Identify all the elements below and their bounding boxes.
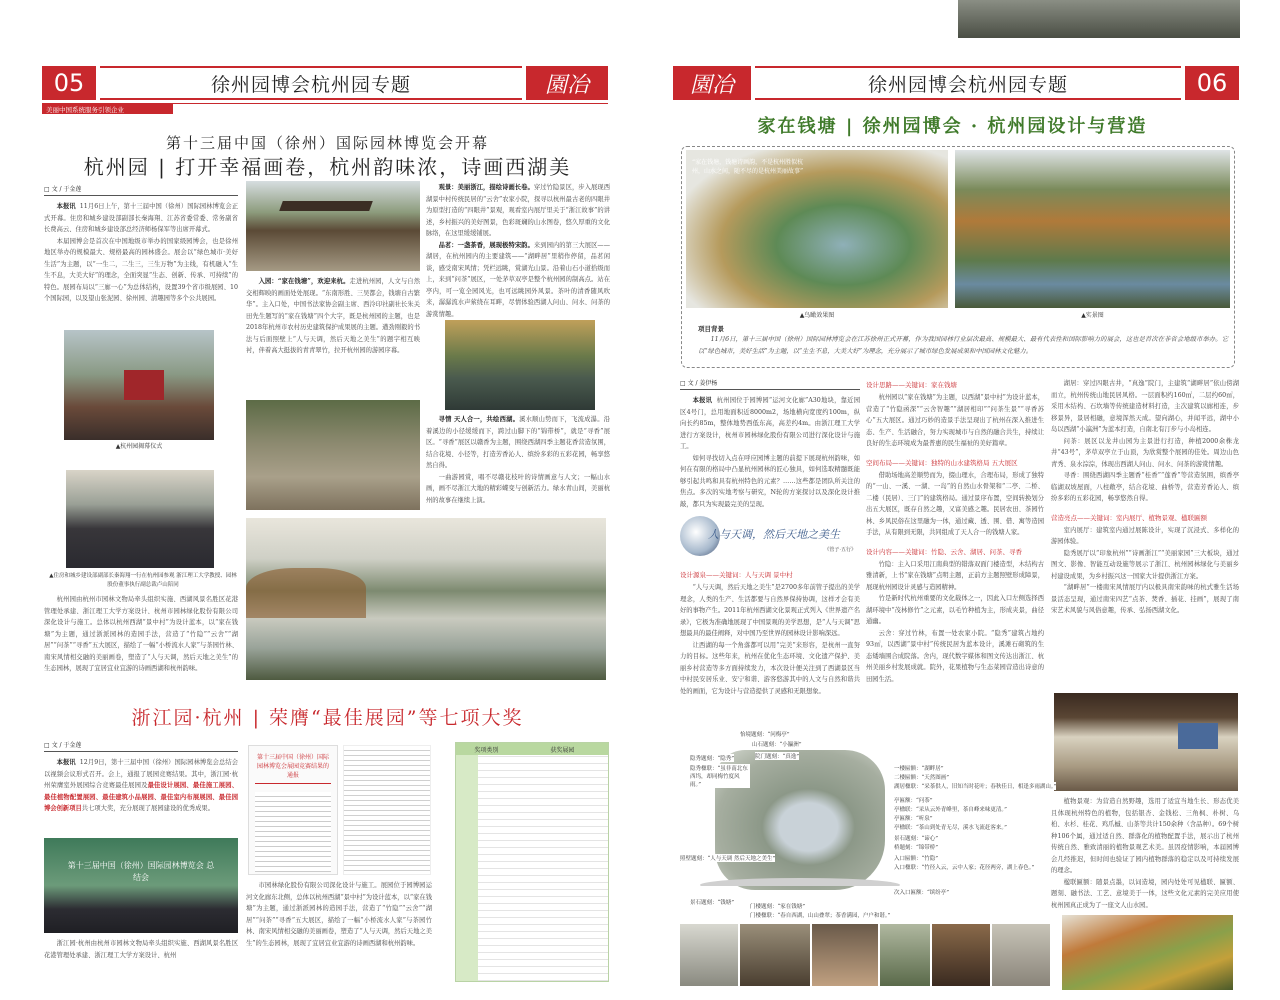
map-label: 湖居楹联：“采茶供人，旧知当时花叶；春秋佳日，相逢多雨湖山。” — [894, 784, 1057, 790]
paragraph: 问茶：展区以龙井山园为主景进行打造，种植2000余株龙井“43号”，茅草双亭立于山顶，为欣赏整个展园的佳处。周边山色青秀、泉水淙淙，体现出西湖人问山、问水、问茶的游赏情趣。 — [1051, 437, 1239, 468]
photo-overlay-text: “家在钱塘，钱塘诗画韵，不是杭州胜似杭州，山水之间，随不尽的是杭州美丽故事” — [692, 159, 804, 175]
map-label: 入口楹联：“竹径入云，云中人家；花径两旁，湖上春色。” — [894, 865, 1035, 871]
map-label: 二楼匾额：“天然图画” — [894, 775, 950, 781]
article-column-a — [680, 378, 860, 697]
headline-top: 第十三届中国（徐州）国际园林博览会开幕 — [165, 134, 489, 152]
map-label: 次入口匾额：“缤纷亭” — [894, 890, 950, 896]
photo-aerial-render — [686, 150, 948, 308]
photo-strip-4 — [880, 924, 930, 986]
photo-visit — [66, 470, 214, 568]
photo-summary-meeting — [44, 838, 238, 933]
page-number: 05 — [42, 66, 96, 100]
award-document-page1 — [248, 745, 338, 875]
photo-top-strip — [958, 0, 1240, 38]
quote-text: 人与天调，然后天地之美生 — [708, 528, 840, 541]
table-header: 获奖展园 — [550, 746, 575, 754]
awards-article — [44, 740, 238, 815]
section-heading: 营造亮点——关键词：室内展厅、植物景观、楹联匾额 — [1051, 513, 1207, 522]
paragraph: 如何寻找切入点在呼应园博主题的前提下展现杭州韵味，如何在有限的格局中凸显杭州园林的匠心独具，如何选取精髓既能够引起共鸣和具有杭州特色的元素？……这些都是团队所关注的焦点。多次的实地考察与研究，N轮的方案探讨以及深化设计推敲，都只为实现最完美的呈现。 — [680, 454, 860, 508]
logo-yuanye: 園冶 — [673, 66, 751, 100]
map-label: 景石题刻：“钱塘” — [690, 900, 735, 906]
paragraph: 楹联匾额：随景点墨，以词造境，园内处处可见楹联、匾额、题刻、融书法、工艺、意境美于一体，这些文化元素的完美应用使杭州园真正成为了一座文人山水园。 — [1051, 878, 1239, 909]
paragraph: 入园：“家在钱塘”，欢迎来杭。走进杭州园，人文与自然交相辉映的画面处处展现。“东南形胜、三吴都会，钱塘自古繁华”。主入口处，中国书法家协会副主席、西泠印社副社长朱关田先生题写的“家在钱塘”四个大字，既是杭州园的主题，也是2018年杭州市农村历史建筑保护成果展的主题。遒劲刚毅的书法与后面照壁上“人与天调，然后天地之美生”的题字相互映衬，伴着高大挺拔的青青翠竹，拉开杭州园的游园序幕。 — [246, 278, 421, 354]
paragraph: 杭州园由杭州市园林文物局牵头组织实施、西湖风景名胜区花港管理处承建、浙江理工大学方案设计、杭州市园林绿化股份有限公司深化设计与施工。总体以杭州西湖“景中村”为设计蓝本，以“家在钱塘”为主题，通过浙派园林的造园手法，营造了“竹隐”“云舍”“湖居”“问茶”“寻香”五大展区，描绘了一幅“小桥流水人家”与茶园竹林、南宋风情相交融的美丽画卷，塑造了“人与天调，然后天地之美生”的生态园林，展现了宜居宜业宜游的诗画西湖和杭州韵味。 — [44, 596, 238, 672]
photo-unveiling — [64, 330, 214, 440]
article-column-c — [1051, 378, 1239, 690]
paragraph: 浙江园·杭州由杭州市园林文物局牵头组织实施、西湖风景名胜区花港管理处承建、浙江理工大学方案设计、杭州 — [44, 940, 238, 959]
paragraph: 寻香：围绕西湖四季主题香“桂香”“莲香”等营造氛围，缤香亭临湖双坡屋面，八柱敞亭，结合花境、曲桥等，营造芳香沁人、缤纷多彩的五彩花园，畅享悠然自得。 — [1051, 472, 1239, 502]
map-label: 亭楹联：“茶山到处青无尽，溪水飞流赶客来。” — [894, 825, 1007, 831]
article-column-1-bottom — [44, 594, 238, 675]
article-column-b — [866, 378, 1044, 685]
paragraph: 借助场地高差顺势而为，掇山理水，合理布局，形成了独特的“一山、一溪、一湖、一岛”的自然山水骨架和“二亭、二桥、二楼（民居）、三门”的建筑格局。通过景序布置，空间转换划分出五大展区，既存自然之趣，又富美感之趣。民居农田、茶园竹林、乡风民俗在这里融为一体，通过藏、透、围、借、寓等造园手法，从有限到无限，共同组成了天人合一的钱塘人家。 — [866, 471, 1044, 536]
paragraph: 本届园博会是首次在中国地级市举办的国家级园博会，也是徐州地区举办的规模最大、规格最高的园林盛会。展会以“绿色城市·美好生活”为主题，以“一生二，二生三，三生万物”为主线，有机融入“生生不息，大美大好”的理念，全面突显“生态、创新、传承、可持续”的特色。展园布局以“三廊一心”为总体结构，设置39个省市级展园、10个国际园，以及望山张泥园、徐州园、清趣园等多个公共展园。 — [44, 237, 238, 302]
article-column-2 — [246, 276, 420, 357]
map-label: 亭匾额：“问茶” — [894, 798, 933, 804]
site-plan-map — [680, 728, 1057, 920]
section-heading: 设计内容——关键词：竹隐、云舍、湖居、问茶、寻香 — [866, 547, 1022, 556]
paragraph: 植物景观：为营造自然野趣，选用了适宜当地生长、形态优美且体现杭州特色的植物，包括银杏、金钱松、三角枫、朴树、乌桕、水杉、桂花、鸡爪槭、山茶等共计150余种（含品种）。69个树种106个属，通过适自然、群落化的植物配置手法，展示出了杭州传统自然、雅致清丽的植物景观艺术美。虽因疫情影响，本届园博会几经推迟，但时间也验证了园内植物群落的稳定以及可持续发展的理念。 — [1051, 798, 1239, 874]
byline: □ 文 / 姜伊杨 — [680, 378, 860, 390]
photo-strip-3 — [812, 924, 878, 986]
caption-aerial: ▲鸟瞰效果图 — [799, 312, 835, 319]
page-number: 06 — [1185, 66, 1239, 100]
map-label: 门楼楹联：“春自西湖，山山叠翠；茶香满园，户户和谐。” — [750, 913, 891, 919]
paragraph: 寻情 天人合一，共绘西湖。溪水顺山势而下，飞流成瀑。沿着溪边的小径缓缓而下，跨过山脚下的“锦带桥”，就是“寻香”展区。“寻香”展区以赣香为主题，围绕西湖四季主题花香营造氛围，结合花境、小径等，打造芳香沁人、缤纷多彩的五彩花园，畅享悠然自得。 — [426, 416, 610, 469]
map-label: 景石题刻：“谛心” — [894, 836, 939, 842]
map-label: 入口匾额：“竹隐” — [894, 856, 939, 862]
paragraph: 隐秀展厅以“印象杭州”“诗画浙江”“美丽家园”三大板块，通过图文、影像、智能互动设施等展示了浙江、杭州园林绿化与美丽乡村建设成果，为乡村振兴这一国家大计提供浙江方案。 — [1051, 549, 1239, 580]
quote-source: 《管子·五行》 — [824, 547, 856, 553]
paragraph: 一曲游园赏，唱不尽赣花枝叶的诗情画意与人文；一幅山水画，画不尽浙江大地的精彩蝶变与创新活力。绿水青山间，美丽杭州的故事在继续上演。 — [426, 473, 610, 504]
project-background-title: 项目背景 — [698, 325, 724, 333]
paragraph: 本报讯 杭州园位于园博园“运河文化廊”A30地块，靠近园区4号门，总用地面积近8000m2，场地横向宽度约100m，纵向长约85m，整体地势西低东高，高差约4m。由浙江理工大学进行方案设计，杭州市园林绿化股份有限公司进行深化设计与施工。 — [680, 397, 860, 450]
photo-lakeside — [445, 320, 595, 410]
caption: ▲住房和城乡建设部副部长秦海翔一行在杭州园参观 浙江理工大学教授、园林股份董事执行副总裁卢山陪同 — [49, 573, 237, 588]
banner-text: 第十三届中国（徐州）国际园林博览会 总结会 — [67, 861, 215, 882]
photo-real-scene — [955, 150, 1230, 308]
map-label: 山石题刻：“小瀛洲” — [752, 742, 802, 748]
paragraph: 品茗：一盏茶香，展现极特宋韵。来到园内的第三大展区——湖居，在杭州园内的主要建筑——“湖畔居”里稍作停留，品茗闲谈，感受南宋风情；凭栏远眺，赏湖光山景。沿着山石小道拾级而上，来到“问茶”展区，一处茅草双亭是整个杭州园的制高点。站在亭内，可一览全园风光，也可远眺园外风景。茶叶的清香随风吹来，潺潺流水声萦绕在耳畔，尽情体验西湖人问山、问水、问茶的游赏情趣。 — [426, 241, 611, 318]
photo-interior-hall — [1054, 693, 1238, 791]
quote-graphic — [680, 516, 860, 562]
photo-strip-5 — [932, 924, 990, 986]
award-table — [455, 742, 609, 982]
map-label: 隐秀题刻：“隐秀” — [690, 756, 735, 762]
paragraph: “湖畔居”一楼南宋风情展厅内以极具南宋韵味的杭式雅生活场景活态呈现，通过南宋四艺“点茶、焚香、插花、挂画”，展现了南宋艺术风貌与风俗意趣，传承、弘扬西湖文化。 — [1051, 584, 1239, 614]
paragraph: 市园林绿化股份有限公司深化设计与施工。展园位于园博园运河文化廊东北侧，总体以杭州西湖“景中村”为设计蓝本，以“家在钱塘”为主题，通过浙派园林的造园手法，营造了“竹隐”“云舍”“湖居”“问茶”“寻香”五大展区，描绘了一幅“小桥流水人家”与茶园竹林、南宋风情相交融的美丽画卷，塑造了“人与天调，然后天地之美生”的生态园林，展现了宜居宜业宜游的诗画西湖和杭州韵味。 — [246, 882, 432, 947]
article-column-1 — [44, 184, 238, 305]
paragraph: 让西湖的每一个角落都可以用“完美”来形容，是杭州一直努力的目标。这些年来，杭州在优化生态环境、文化遗产保护、美丽乡村营造等多方面持续发力，本次设计便关注到了西湖景区当中村民安居乐业、安宁和谐、游客悠游其中的人文与自然和谐共处的画面，它为设计与营造提供了灵感和无限想象。 — [680, 641, 860, 695]
table-header: 奖项类别 — [474, 746, 499, 754]
paragraph: 云舍：穿过竹林，布置一处农家小院。“隐秀”建筑占地约93㎡，以西湖“景中村”传统民居为蓝本设计，溪滩石砌筑的生态矮墙围合成院落。舍内，现代数字媒体和图文传达出浙江、杭州美丽乡村发展成就。院外，花果植物与生态菜园营造出诗意的田园生活。 — [866, 629, 1044, 683]
paragraph: 竹隐：主入口采用江南典型的错落双面门楼造型，木结构古雅清新，上书“家在钱塘”点明主题，正前方主题照壁形成障景，展现杭州园设计灵感与造园精神。 — [866, 560, 1044, 591]
logo-yuanye: 園冶 — [526, 66, 608, 100]
paragraph: 杭州园以“家在钱塘”为主题，以西湖“景中村”为设计蓝本，营造了“竹隐函深”“云舍智趣”“湖居相印”“问茶生景”“寻香苏心”五大展区。通过巧妙的造景手法呈现出了杭州在深入推进生态、生产、生活融合，努力实现城市与自然的融合共生，持续让良好的生态环境成为最普惠的民生福祉的美好篇章。 — [866, 394, 1044, 447]
photo-strip-2 — [740, 924, 810, 986]
headline-main: 杭州园 | 打开幸福画卷，杭州韵味浓，诗画西湖美 — [83, 155, 572, 179]
map-label: 照壁题刻：“人与天调 然后天地之美生” — [680, 856, 776, 862]
paragraph: 观景：美丽浙江，描绘诗画长卷。穿过竹隐景区，步入展现西湖景中村传统民居的“云舍”农家小院，探寻以杭州最古老的四眼井为原型打造的“四眼井”景观，观看室内展厅里关于“浙江故事”的讲述，乡村振兴的美好图景，色彩斑斓的山水图卷，悠久厚重的文化脉络，在这里缓缓铺展。 — [426, 184, 611, 237]
award-document-text — [246, 880, 432, 949]
section-heading: 空间布局——关键词：独特的山水建筑格局 五大展区 — [866, 458, 1018, 467]
section-title: 徐州园博会杭州园专题 — [755, 66, 1181, 100]
photo-stone-wall — [246, 400, 420, 510]
paragraph: 本报讯 12月9日，第十三届中国（徐州）国际园林博览会总结会以视频会议形式召开。会上，通报了展园竞赛结果。其中，浙江园·杭州荣膺室外展园综合竞赛最佳展园及最佳设计展园、最佳施工展园、最佳植物配置展园、最佳建筑小品展园、最佳室内布展展园、最佳园博会创新项目共七项大奖，充分展现了展园建设的优秀成果。 — [44, 759, 239, 812]
tagline: 美丽中国系统服务引领企业 — [42, 104, 173, 114]
paragraph: 湖居：穿过四眼古井，“真逸”院门，主建筑“湖畔居”依山傍湖而立，杭州传统山地民居风格。一层面积约160㎡，二层约60㎡，采用木结构、石坎墙等传统建造材料打造，主次建筑以廊相连，步移景异，景居相融，意境浑然天成。望向湖心，并闻平远，湖中小岛以西湖“小瀛洲”为蓝本打造，自南北有汀步与小岛相连。 — [1051, 380, 1239, 433]
map-label: 怡境题刻：“问梅亭” — [740, 732, 790, 738]
awards-article-bottom — [44, 938, 238, 961]
section-heading: 设计思路——关键词：家在钱塘 — [866, 381, 957, 389]
map-label: 门楼题刻：“家在钱塘” — [750, 904, 806, 910]
article-column-c-bottom — [1051, 796, 1239, 990]
document-title: 第十三届中国（徐州）国际园林博览会展园竞赛结果的通报 — [255, 752, 331, 784]
map-label: 亭匾额：“听泉” — [894, 816, 933, 822]
paragraph: 室内展厅：建筑室内通过展陈设计，实现了沉浸式、多样化的游园体验。 — [1051, 526, 1239, 545]
map-label: 一楼匾额：“湖畔居” — [894, 766, 944, 772]
photo-autumn-trees — [1062, 915, 1233, 990]
headline-design: 家在钱塘 | 徐州园博会 · 杭州园设计与营造 — [757, 116, 1148, 137]
caption: ▲杭州园揭幕仪式 — [115, 443, 163, 450]
caption-real: ▲实景图 — [1081, 312, 1104, 319]
paragraph: 竹是新时代杭州重要的文化载体之一，因此入口左侧选择西湖环境中“茂林修竹”之元素，以毛竹种植为主，形成夹景，曲径通幽。 — [866, 595, 1044, 625]
photo-misty-lake — [246, 518, 606, 680]
map-label: 亭楹联：“采从云外青峰里，茶自峰来味更清。” — [894, 807, 1007, 813]
photo-pavilion — [246, 181, 420, 271]
headline-awards: 浙江园·杭州 | 荣膺“最佳展园”等七项大奖 — [131, 707, 524, 729]
award-document-page2 — [343, 745, 431, 875]
photo-strip-6 — [992, 924, 1050, 986]
byline: □ 文 / 于金莲 — [44, 184, 238, 196]
byline: □ 文 / 于金莲 — [44, 740, 238, 752]
project-background-text: 11月6日，第十三届中国（徐州）国际园林博览会在江苏徐州正式开幕，作为我国园林行业层次最高、规模最大、最有代表性和国际影响力的展会，这也是首次在非省会地级市举办。它以“绿色城市，美好生活”为主题，以“生生不息，大美大好”为理念，充分展示了城市绿色发展成果和中国园林文化魅力。 — [698, 336, 1228, 355]
paragraph: 本报讯 11月6日上午，第十三届中国（徐州）国际园林博览会正式开幕。住房和城乡建设部副部长秦海翔、江苏省委常委、常务副省长费高云、住房和城乡建设部总经济师杨保军等出席开幕式。 — [44, 203, 238, 233]
paragraph: “人与天调，然后天地之美生”是2700多年前管子提出的美学理念，人类的生产、生活都要与自然界保持协调，这样才会有美好的事物产生。2011年杭州西湖文化景观正式列入《世界遗产名录》，它极为准确地展现了中国景观的美学思想，是“人与天调”思想最具的最佳阐释，对中国乃至世界的园林设计影响深远。 — [680, 584, 860, 637]
map-label: 院门题刻：“真逸” — [755, 754, 800, 760]
article-column-3 — [426, 182, 610, 320]
photo-strip-1 — [680, 924, 738, 986]
article-column-3-bottom — [426, 414, 610, 506]
section-title: 徐州园博会杭州园专题 — [100, 66, 522, 100]
map-label: 隐秀楹联：“虽非南北东西坞，却同梅竹度风雨。” — [690, 764, 750, 788]
map-label: 桥题刻：“锦带桥” — [894, 845, 939, 851]
section-heading: 设计源泉——关键词：人与天调 景中村 — [680, 571, 793, 579]
